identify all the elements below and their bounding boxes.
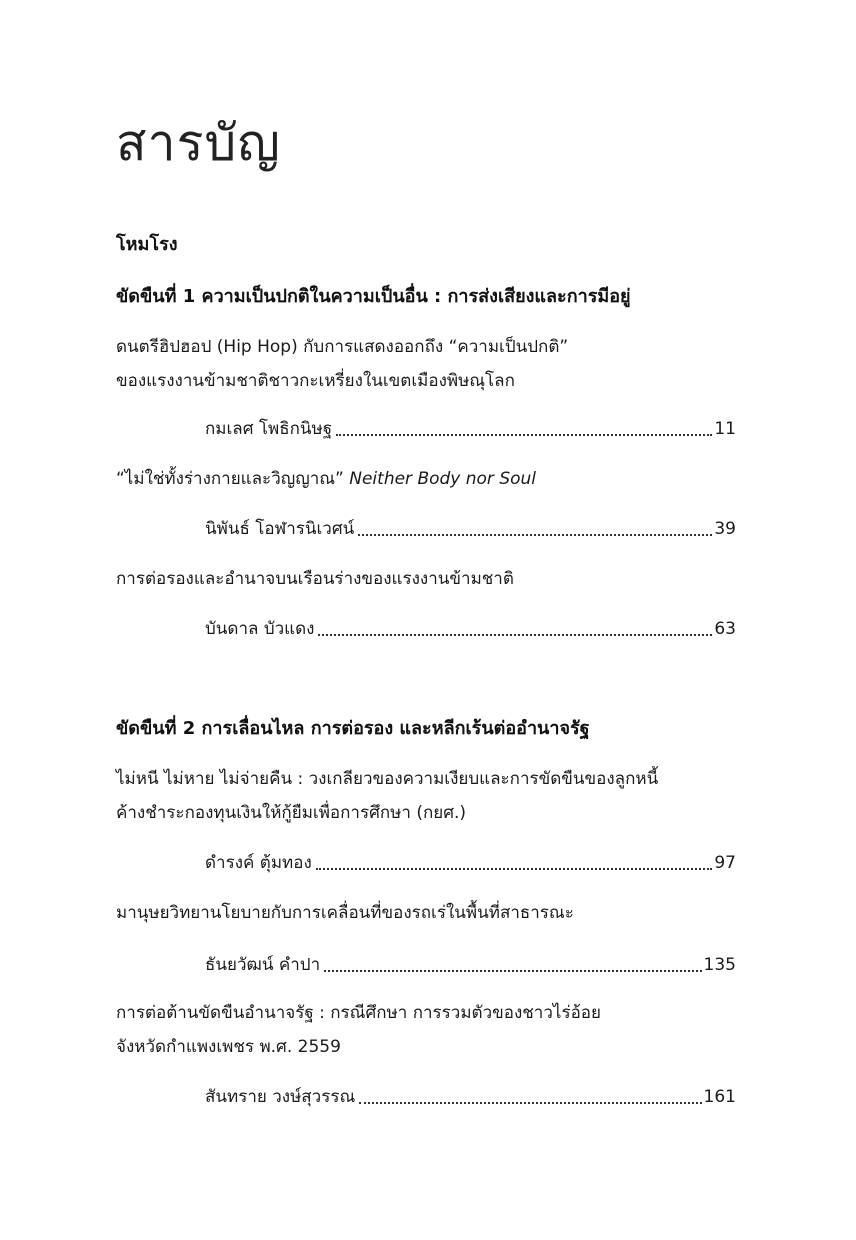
page-title: สารบัญ <box>116 114 281 172</box>
chapter-6-title <box>116 996 740 1064</box>
chapter-2-author-row <box>205 514 736 544</box>
chapter-1-title-line-2: ของแรงงานข้ามชาติชาวกะเหรี่ยงในเขตเมืองพิษณุโลก <box>116 371 515 391</box>
part-2-heading: ขัดขืนที่ 2 การเลื่อนไหล การต่อรอง และหลีกเร้นต่ออำนาจรัฐ <box>116 718 590 739</box>
chapter-1-author-row <box>205 414 736 444</box>
chapter-2-page: 39 <box>714 519 736 539</box>
chapter-5-page: 135 <box>703 955 736 975</box>
chapter-5-author: ธันยวัฒน์ คำปา <box>205 955 321 975</box>
chapter-2-title-en: Neither Body nor Soul <box>349 469 537 489</box>
chapter-4-title-line-1: ไม่หนี ไม่หาย ไม่จ่ายคืน : วงเกลียวของความเงียบและการขัดขืนของลูกหนี้ <box>116 769 659 789</box>
dot-leader <box>324 970 701 972</box>
chapter-1-title <box>116 330 740 398</box>
chapter-1-title-line-1: ดนตรีฮิปฮอป (Hip Hop) กับการแสดงออกถึง “ความเป็นปกติ” <box>116 337 569 357</box>
chapter-3-title-line-1: การต่อรองและอำนาจบนเรือนร่างของแรงงานข้ามชาติ <box>116 569 514 589</box>
chapter-3-page: 63 <box>714 619 736 639</box>
chapter-4-author: ดำรงค์ ตุ้มทอง <box>205 853 312 873</box>
part-1-heading: ขัดขืนที่ 1 ความเป็นปกติในความเป็นอื่น : การส่งเสียงและการมีอยู่ <box>116 286 631 307</box>
dot-leader <box>359 1102 701 1104</box>
chapter-5-author-row <box>205 950 736 980</box>
chapter-2-author: นิพันธ์ โอฬารนิเวศน์ <box>205 519 355 539</box>
chapter-6-author-row <box>205 1082 736 1112</box>
dot-leader <box>316 868 713 870</box>
chapter-3-author-row <box>205 614 736 644</box>
chapter-4-page: 97 <box>714 853 736 873</box>
chapter-1-author: กมเลศ โพธิกนิษฐ <box>205 419 333 439</box>
preface-heading: โหมโรง <box>116 234 178 255</box>
chapter-4-title-line-2: ค้างชำระกองทุนเงินให้กู้ยืมเพื่อการศึกษา (กยศ.) <box>116 803 467 823</box>
chapter-2-title <box>116 462 740 496</box>
chapter-6-author: สันทราย วงษ์สุวรรณ <box>205 1087 356 1107</box>
chapter-5-title <box>116 896 740 930</box>
chapter-5-title-line-1: มานุษยวิทยานโยบายกับการเคลื่อนที่ของรถเร่ในพื้นที่สาธารณะ <box>116 903 574 923</box>
chapter-2-title-th: “ไม่ใช่ทั้งร่างกายและวิญญาณ” <box>116 469 350 489</box>
dot-leader <box>318 634 712 636</box>
chapter-6-title-line-2: จังหวัดกำแพงเพชร พ.ศ. 2559 <box>116 1037 341 1057</box>
dot-leader <box>358 534 712 536</box>
chapter-1-page: 11 <box>714 419 736 439</box>
dot-leader <box>336 434 712 436</box>
chapter-3-author: บันดาล บัวแดง <box>205 619 315 639</box>
chapter-3-title <box>116 562 740 596</box>
chapter-6-title-line-1: การต่อต้านขัดขืนอำนาจรัฐ : กรณีศึกษา การรวมตัวของชาวไร่อ้อย <box>116 1003 601 1023</box>
chapter-6-page: 161 <box>703 1087 736 1107</box>
chapter-4-title <box>116 762 740 830</box>
chapter-4-author-row <box>205 848 736 878</box>
